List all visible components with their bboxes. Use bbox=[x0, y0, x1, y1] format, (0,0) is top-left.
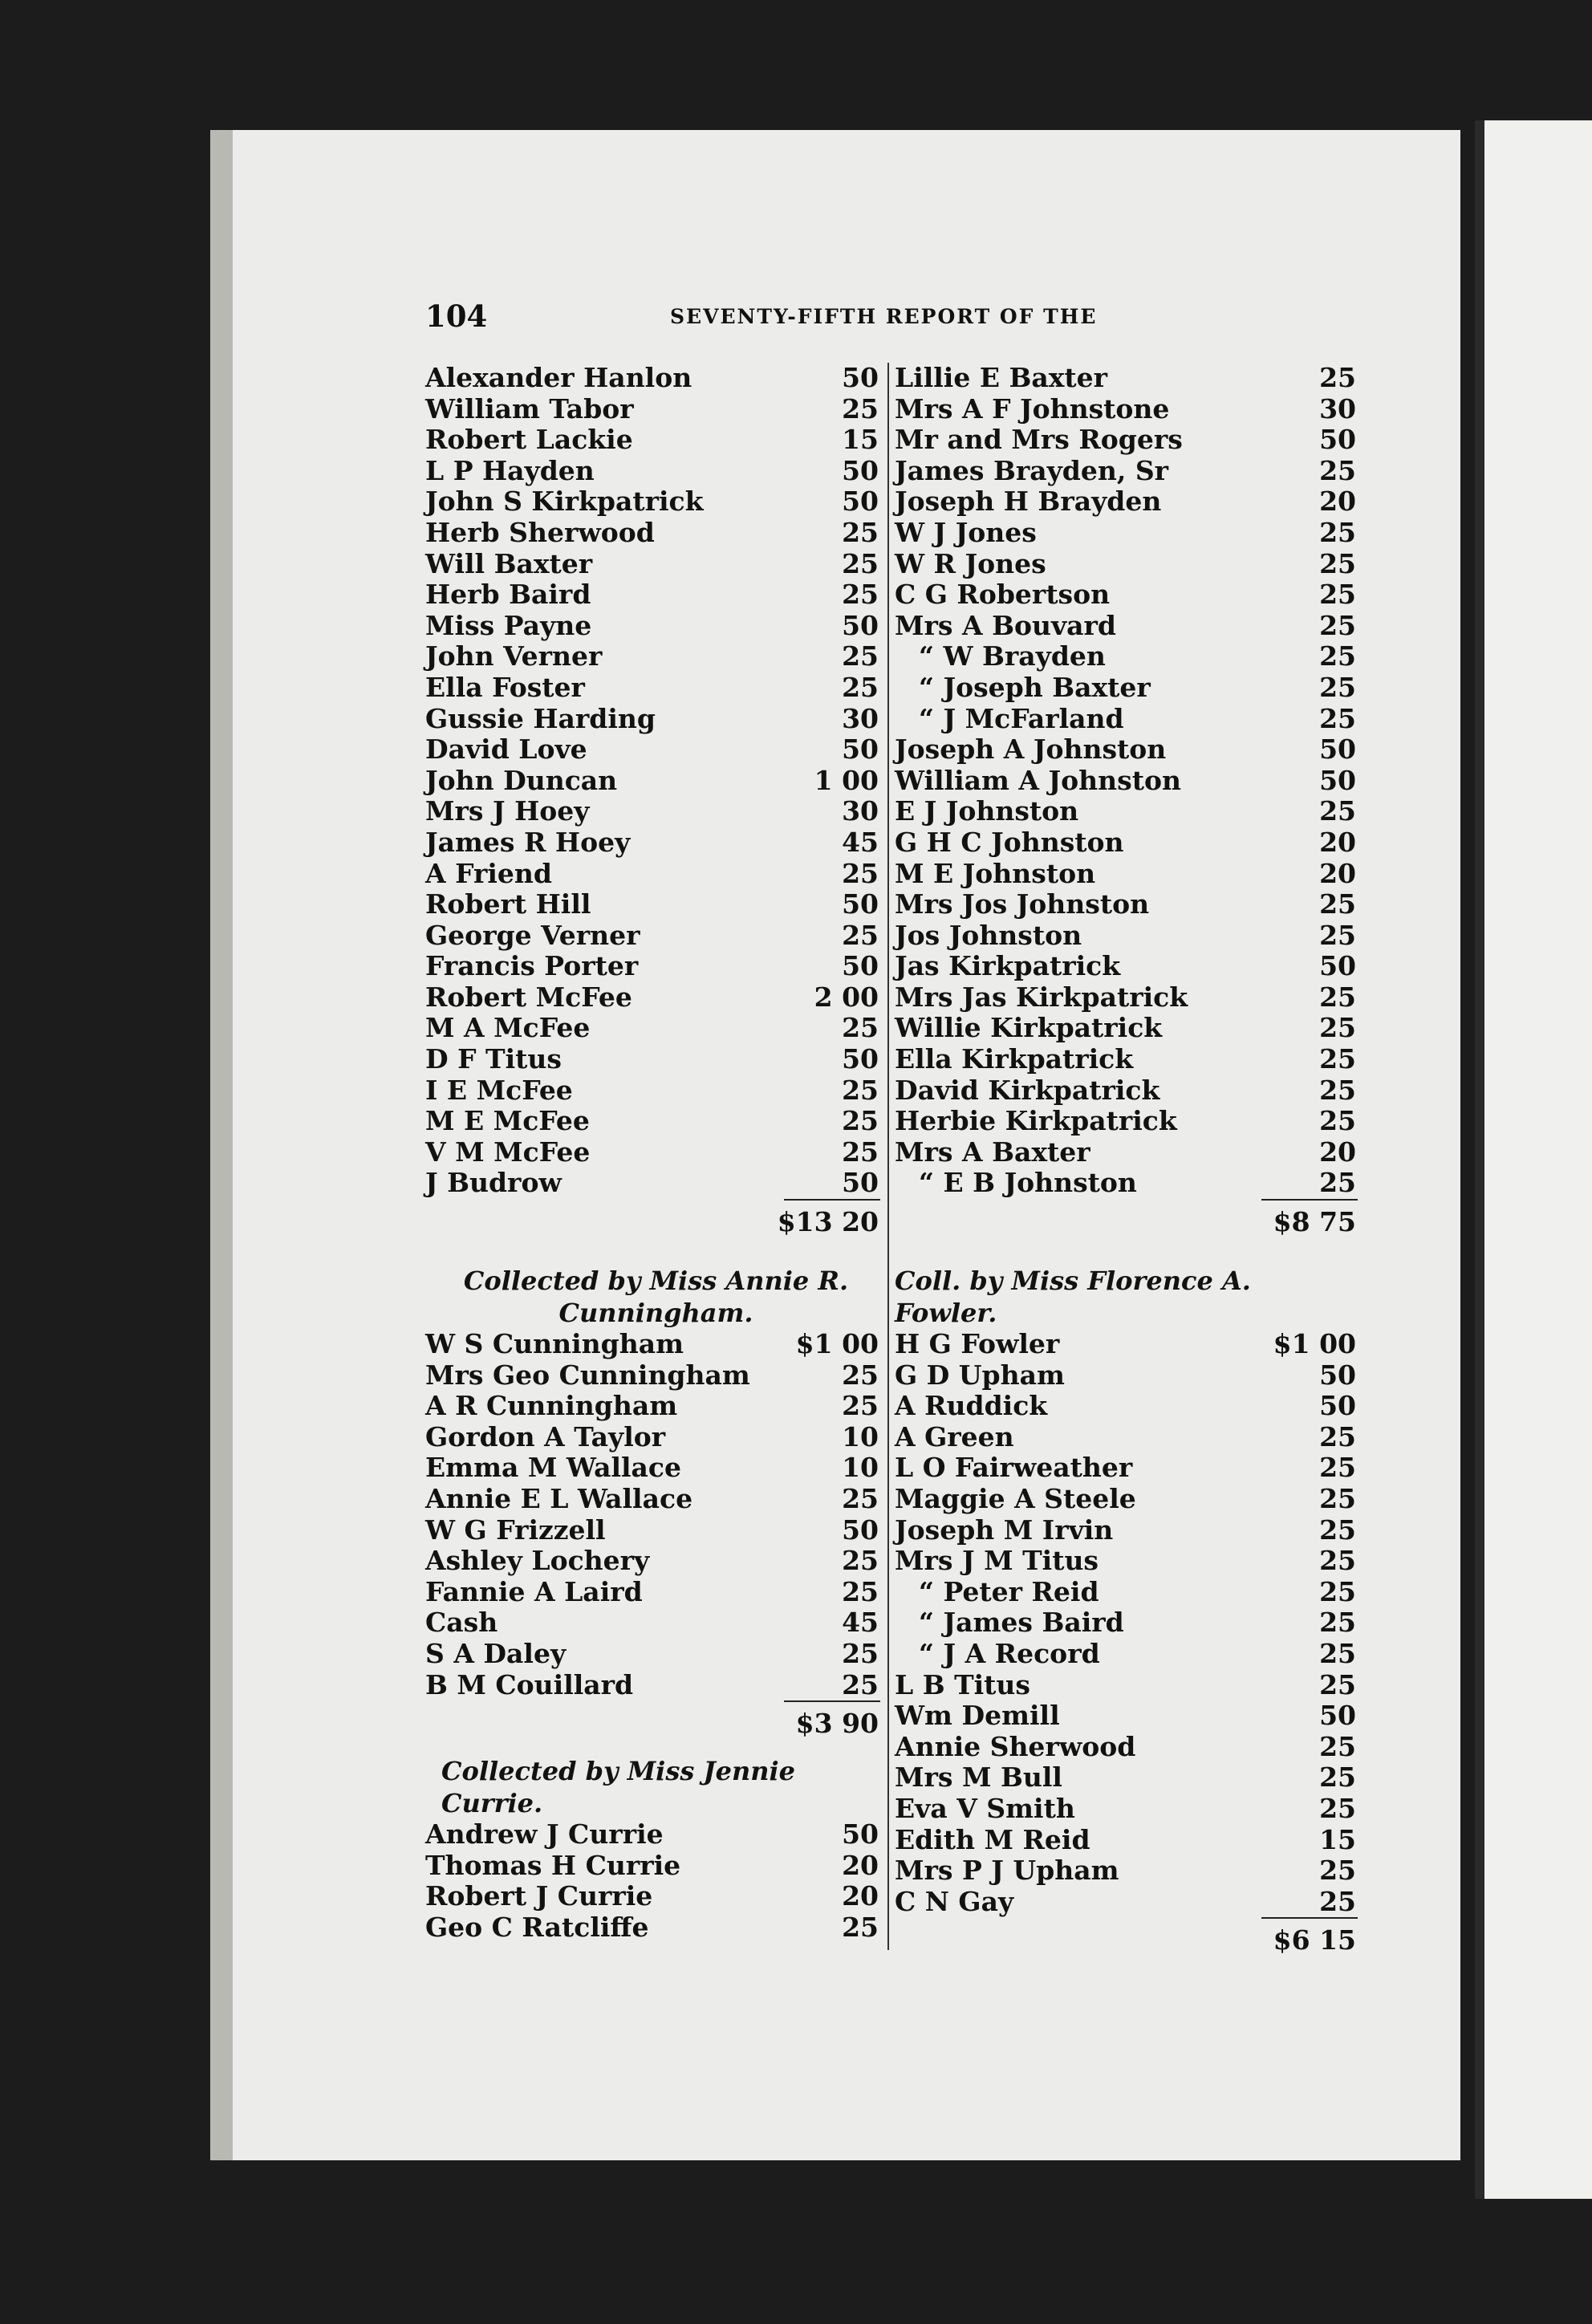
list-item bbox=[895, 1515, 1356, 1546]
contributor-name: H G Fowler bbox=[895, 1328, 1060, 1360]
list-item bbox=[895, 1360, 1356, 1392]
list-item bbox=[895, 1825, 1356, 1856]
list-item bbox=[425, 859, 887, 890]
contributor-name: Mr and Mrs Rogers bbox=[895, 424, 1183, 456]
contributor-name: Lillie E Baxter bbox=[895, 362, 1108, 393]
amount: 25 bbox=[842, 516, 879, 548]
amount: 25 bbox=[1319, 1167, 1356, 1199]
list-item bbox=[425, 1607, 887, 1639]
contributor-name: Eva V Smith bbox=[895, 1792, 1075, 1824]
list-item bbox=[895, 1422, 1356, 1453]
contributor-name: James Brayden, Sr bbox=[895, 454, 1169, 486]
amount: 25 bbox=[1319, 454, 1356, 486]
amount: 25 bbox=[1319, 1545, 1356, 1577]
contributor-name: L B Titus bbox=[895, 1668, 1030, 1700]
contributor-name: Mrs J Hoey bbox=[425, 795, 590, 827]
amount: 25 bbox=[1319, 609, 1356, 641]
list-item bbox=[425, 1851, 887, 1882]
list-item bbox=[895, 951, 1356, 982]
contributor-name: M E Johnston bbox=[895, 857, 1096, 889]
contributor-name: Mrs P J Upham bbox=[895, 1855, 1119, 1887]
left-total-2 bbox=[425, 1704, 887, 1744]
amount: 25 bbox=[1319, 516, 1356, 548]
left-column bbox=[425, 363, 887, 1944]
contributor-name: Gussie Harding bbox=[425, 702, 656, 734]
list-item bbox=[425, 1546, 887, 1577]
amount: $1 00 bbox=[795, 1328, 879, 1360]
amount: 25 bbox=[842, 1074, 879, 1106]
contributor-name: Maggie A Steele bbox=[895, 1483, 1136, 1514]
contributor-name: Jas Kirkpatrick bbox=[895, 950, 1121, 982]
contributor-name: Mrs Geo Cunningham bbox=[425, 1359, 750, 1391]
list-item bbox=[895, 734, 1356, 766]
amount: 25 bbox=[1319, 1855, 1356, 1887]
amount: 25 bbox=[1319, 362, 1356, 393]
contributor-name: Jos Johnston bbox=[895, 919, 1082, 951]
amount: 25 bbox=[1319, 981, 1356, 1013]
right-list-2 bbox=[895, 1329, 1356, 1917]
list-item bbox=[425, 611, 887, 642]
contributor-name: Annie Sherwood bbox=[895, 1730, 1136, 1762]
amount: 50 bbox=[1319, 1359, 1356, 1391]
contributor-name: G H C Johnston bbox=[895, 826, 1124, 858]
list-item bbox=[425, 579, 887, 611]
contributor-name: V M McFee bbox=[425, 1136, 591, 1168]
list-item bbox=[895, 1044, 1356, 1075]
amount: 10 bbox=[842, 1420, 879, 1452]
amount: 25 bbox=[1319, 1792, 1356, 1824]
contributor-name: Alexander Hanlon bbox=[425, 362, 692, 393]
amount: 25 bbox=[842, 1637, 879, 1669]
list-item bbox=[895, 766, 1356, 797]
list-item bbox=[425, 1452, 887, 1484]
amount: 50 bbox=[842, 1167, 879, 1199]
amount: 50 bbox=[842, 1818, 879, 1851]
amount: 25 bbox=[842, 1668, 879, 1700]
contributor-name: D F Titus bbox=[425, 1043, 562, 1075]
amount: 50 bbox=[842, 733, 879, 766]
list-item bbox=[895, 425, 1356, 456]
total-amount: $8 75 bbox=[1273, 1206, 1356, 1238]
contributor-name: Fannie A Laird bbox=[425, 1575, 643, 1607]
contributor-name: S A Daley bbox=[425, 1637, 567, 1669]
contributor-name: Francis Porter bbox=[425, 950, 639, 982]
contributor-name: Emma M Wallace bbox=[425, 1452, 681, 1484]
amount: 10 bbox=[842, 1452, 879, 1484]
amount: 25 bbox=[842, 919, 879, 951]
contributor-name: M E McFee bbox=[425, 1105, 590, 1137]
contributor-name: Robert Lackie bbox=[425, 424, 633, 456]
list-item bbox=[895, 1329, 1356, 1360]
amount: $1 00 bbox=[1273, 1328, 1356, 1360]
contributor-name: B M Couillard bbox=[425, 1668, 634, 1700]
amount: 25 bbox=[842, 1911, 879, 1943]
amount: 15 bbox=[1319, 1823, 1356, 1855]
list-item bbox=[425, 1577, 887, 1608]
amount: 45 bbox=[842, 1607, 879, 1639]
amount: 30 bbox=[842, 795, 879, 827]
amount: 25 bbox=[1319, 547, 1356, 579]
amount: 25 bbox=[1319, 1012, 1356, 1044]
amount: 25 bbox=[842, 1575, 879, 1607]
list-item bbox=[425, 363, 887, 394]
contributor-name: Mrs A Baxter bbox=[895, 1136, 1090, 1168]
contributor-name: Andrew J Currie bbox=[425, 1818, 664, 1851]
contributor-name: Mrs Jas Kirkpatrick bbox=[895, 981, 1188, 1013]
contributor-name: John Duncan bbox=[425, 764, 618, 796]
amount: 20 bbox=[1319, 826, 1356, 858]
list-item bbox=[895, 1168, 1356, 1199]
amount: 50 bbox=[842, 1513, 879, 1546]
contributor-name: A Friend bbox=[425, 857, 552, 889]
contributor-name: Joseph H Brayden bbox=[895, 486, 1162, 518]
list-item bbox=[425, 1013, 887, 1044]
contributor-name: Mrs M Bull bbox=[895, 1761, 1062, 1794]
amount: 25 bbox=[842, 1483, 879, 1514]
amount: 15 bbox=[842, 424, 879, 456]
contributor-name: L O Fairweather bbox=[895, 1452, 1133, 1484]
contributor-name: “ E B Johnston bbox=[919, 1167, 1137, 1199]
contributor-name: William Tabor bbox=[425, 392, 634, 425]
amount: 25 bbox=[842, 1359, 879, 1391]
amount: 20 bbox=[842, 1849, 879, 1881]
contributor-name: Mrs A Bouvard bbox=[895, 609, 1116, 641]
amount: 25 bbox=[842, 1545, 879, 1577]
contributor-name: Edith M Reid bbox=[895, 1823, 1090, 1855]
list-item bbox=[425, 1360, 887, 1392]
amount: 2 00 bbox=[814, 981, 879, 1013]
list-item bbox=[895, 1732, 1356, 1763]
list-item bbox=[425, 549, 887, 580]
amount: 50 bbox=[1319, 733, 1356, 766]
list-item bbox=[425, 394, 887, 425]
contributor-name: Robert Hill bbox=[425, 888, 591, 920]
amount: 50 bbox=[1319, 764, 1356, 796]
list-item bbox=[895, 920, 1356, 952]
contributor-name: Mrs J M Titus bbox=[895, 1545, 1099, 1577]
amount: 25 bbox=[1319, 1761, 1356, 1794]
list-item bbox=[425, 766, 887, 797]
list-item bbox=[895, 1794, 1356, 1825]
list-item bbox=[895, 611, 1356, 642]
list-item bbox=[895, 1577, 1356, 1608]
amount: 25 bbox=[842, 1390, 879, 1422]
list-item bbox=[895, 1075, 1356, 1107]
right-total-2 bbox=[895, 1920, 1356, 1960]
list-item bbox=[895, 486, 1356, 518]
amount: 25 bbox=[1319, 1607, 1356, 1639]
amount: 25 bbox=[842, 579, 879, 611]
list-item bbox=[425, 827, 887, 859]
list-item bbox=[895, 1607, 1356, 1639]
contributor-name: G D Upham bbox=[895, 1359, 1065, 1391]
contributor-name: Thomas H Currie bbox=[425, 1849, 681, 1881]
list-item bbox=[425, 1422, 887, 1453]
list-item bbox=[895, 1546, 1356, 1577]
list-item bbox=[425, 734, 887, 766]
amount: 30 bbox=[1319, 392, 1356, 425]
list-item bbox=[425, 486, 887, 518]
contributor-name: “ J McFarland bbox=[919, 702, 1124, 734]
contributor-name: Ashley Lochery bbox=[425, 1545, 650, 1577]
amount: 50 bbox=[1319, 424, 1356, 456]
amount: 20 bbox=[842, 1880, 879, 1912]
contributor-name: “ James Baird bbox=[919, 1607, 1124, 1639]
left-list-1 bbox=[425, 363, 887, 1199]
list-item bbox=[425, 672, 887, 704]
amount: 25 bbox=[1319, 919, 1356, 951]
list-item bbox=[895, 1013, 1356, 1044]
contributor-name: C G Robertson bbox=[895, 579, 1111, 611]
list-item bbox=[895, 1106, 1356, 1137]
facing-page-edge bbox=[1475, 120, 1592, 2199]
contributor-name: Herb Baird bbox=[425, 579, 591, 611]
amount: 25 bbox=[842, 1012, 879, 1044]
list-item bbox=[895, 1670, 1356, 1701]
amount: 25 bbox=[842, 671, 879, 703]
amount: 50 bbox=[842, 950, 879, 982]
list-item bbox=[425, 1075, 887, 1107]
contributor-name: Miss Payne bbox=[425, 609, 592, 641]
collector-heading: Collected by Miss Jennie Currie. bbox=[441, 1756, 796, 1819]
amount: 25 bbox=[842, 640, 879, 672]
contributor-name: Ella Kirkpatrick bbox=[895, 1043, 1134, 1075]
total-amount: $3 90 bbox=[795, 1708, 879, 1740]
contributor-name: William A Johnston bbox=[895, 764, 1181, 796]
list-item bbox=[425, 1329, 887, 1360]
contributor-name: John Verner bbox=[425, 640, 603, 672]
list-item bbox=[425, 704, 887, 735]
contributor-name: Ella Foster bbox=[425, 671, 585, 703]
amount: 50 bbox=[1319, 1700, 1356, 1732]
amount: 20 bbox=[1319, 857, 1356, 889]
amount: 20 bbox=[1319, 486, 1356, 518]
amount: 25 bbox=[1319, 1043, 1356, 1075]
list-item bbox=[425, 951, 887, 982]
list-item bbox=[895, 1484, 1356, 1515]
list-item bbox=[425, 1106, 887, 1137]
contributor-name: Will Baxter bbox=[425, 547, 593, 579]
list-item bbox=[425, 920, 887, 952]
list-item bbox=[895, 1137, 1356, 1168]
amount: 25 bbox=[1319, 1637, 1356, 1669]
column-divider bbox=[887, 363, 889, 1950]
amount: 50 bbox=[842, 454, 879, 486]
list-item bbox=[895, 456, 1356, 487]
amount: 50 bbox=[842, 362, 879, 393]
amount: 20 bbox=[1319, 1136, 1356, 1168]
amount: 25 bbox=[1319, 1668, 1356, 1700]
list-item bbox=[895, 672, 1356, 704]
contributor-name: Mrs Jos Johnston bbox=[895, 888, 1150, 920]
contributor-name: E J Johnston bbox=[895, 795, 1079, 827]
list-item bbox=[425, 1819, 887, 1851]
list-item bbox=[895, 704, 1356, 735]
contributor-name: J Budrow bbox=[425, 1167, 562, 1199]
contributor-name: W G Frizzell bbox=[425, 1513, 606, 1546]
amount: 25 bbox=[1319, 1513, 1356, 1546]
amount: 25 bbox=[1319, 1575, 1356, 1607]
amount: 25 bbox=[1319, 640, 1356, 672]
amount: 25 bbox=[842, 857, 879, 889]
contributor-name: Joseph A Johnston bbox=[895, 733, 1167, 766]
amount: 50 bbox=[842, 609, 879, 641]
contributor-name: David Kirkpatrick bbox=[895, 1074, 1160, 1106]
list-item bbox=[425, 1912, 887, 1944]
contributor-name: Wm Demill bbox=[895, 1700, 1060, 1732]
contributor-name: W R Jones bbox=[895, 547, 1046, 579]
contributor-name: A Ruddick bbox=[895, 1390, 1048, 1422]
list-item bbox=[895, 1452, 1356, 1484]
contributor-name: Annie E L Wallace bbox=[425, 1483, 693, 1514]
list-item bbox=[895, 982, 1356, 1014]
contributor-name: James R Hoey bbox=[425, 826, 631, 858]
page-header bbox=[425, 299, 1368, 334]
list-item bbox=[425, 1881, 887, 1912]
right-column bbox=[895, 363, 1356, 1960]
list-item bbox=[895, 1639, 1356, 1670]
contributor-name: W J Jones bbox=[895, 516, 1037, 548]
contributor-name: “ W Brayden bbox=[919, 640, 1106, 672]
amount: 1 00 bbox=[814, 764, 879, 796]
list-item bbox=[895, 889, 1356, 920]
contributor-name: Geo C Ratcliffe bbox=[425, 1911, 649, 1943]
amount: 25 bbox=[1319, 1730, 1356, 1762]
list-item bbox=[895, 1855, 1356, 1887]
list-item bbox=[425, 518, 887, 549]
list-item bbox=[425, 1391, 887, 1422]
contributor-name: John S Kirkpatrick bbox=[425, 486, 704, 518]
collector-heading: Coll. by Miss Florence A. Fowler. bbox=[895, 1266, 1251, 1329]
contributor-name: M A McFee bbox=[425, 1012, 591, 1044]
amount: 25 bbox=[1319, 1452, 1356, 1484]
amount: 25 bbox=[1319, 888, 1356, 920]
amount: 25 bbox=[842, 1136, 879, 1168]
amount: 25 bbox=[1319, 1483, 1356, 1514]
contributor-name: Herb Sherwood bbox=[425, 516, 655, 548]
list-item bbox=[895, 1762, 1356, 1794]
amount: 50 bbox=[842, 486, 879, 518]
list-item bbox=[425, 796, 887, 827]
list-item bbox=[425, 1670, 887, 1701]
page-number: 104 bbox=[425, 299, 488, 334]
list-item bbox=[895, 549, 1356, 580]
contributor-name: “ J A Record bbox=[919, 1637, 1100, 1669]
list-item bbox=[425, 456, 887, 487]
contributor-name: “ Peter Reid bbox=[919, 1575, 1099, 1607]
amount: 45 bbox=[842, 826, 879, 858]
contributor-name: A Green bbox=[895, 1420, 1014, 1452]
amount: 25 bbox=[1319, 1420, 1356, 1452]
list-item bbox=[425, 425, 887, 456]
list-item bbox=[895, 518, 1356, 549]
list-item bbox=[895, 394, 1356, 425]
amount: 25 bbox=[1319, 1105, 1356, 1137]
list-item bbox=[425, 1484, 887, 1515]
amount: 50 bbox=[1319, 950, 1356, 982]
amount: 25 bbox=[1319, 702, 1356, 734]
list-item bbox=[895, 796, 1356, 827]
list-item bbox=[895, 827, 1356, 859]
contributor-name: Robert J Currie bbox=[425, 1880, 653, 1912]
amount: 25 bbox=[1319, 671, 1356, 703]
amount: 25 bbox=[1319, 1885, 1356, 1917]
right-total-1 bbox=[895, 1202, 1356, 1242]
contributor-name: Gordon A Taylor bbox=[425, 1420, 666, 1452]
left-list-2 bbox=[425, 1329, 887, 1700]
amount: 50 bbox=[842, 1043, 879, 1075]
contributor-name: C N Gay bbox=[895, 1885, 1014, 1917]
contributor-name: Joseph M Irvin bbox=[895, 1513, 1114, 1546]
list-item bbox=[425, 982, 887, 1014]
list-item bbox=[425, 1515, 887, 1546]
contributor-name: “ Joseph Baxter bbox=[919, 671, 1151, 703]
contributor-name: Willie Kirkpatrick bbox=[895, 1012, 1163, 1044]
list-item bbox=[895, 1700, 1356, 1732]
amount: 50 bbox=[1319, 1390, 1356, 1422]
amount: 25 bbox=[1319, 579, 1356, 611]
list-item bbox=[895, 363, 1356, 394]
left-total-1 bbox=[425, 1202, 887, 1242]
contributor-name: Mrs A F Johnstone bbox=[895, 392, 1170, 425]
list-item bbox=[425, 1044, 887, 1075]
list-item bbox=[425, 889, 887, 920]
list-item bbox=[895, 579, 1356, 611]
contributor-name: Cash bbox=[425, 1607, 498, 1639]
left-list-3 bbox=[425, 1819, 887, 1943]
list-item bbox=[895, 1887, 1356, 1918]
amount: 25 bbox=[1319, 1074, 1356, 1106]
contributor-name: Robert McFee bbox=[425, 981, 632, 1013]
contributor-name: A R Cunningham bbox=[425, 1390, 678, 1422]
list-item bbox=[425, 641, 887, 672]
amount: 25 bbox=[842, 1105, 879, 1137]
contributor-name: David Love bbox=[425, 733, 587, 766]
contributor-name: I E McFee bbox=[425, 1074, 573, 1106]
contributor-name: W S Cunningham bbox=[425, 1328, 684, 1360]
running-title: SEVENTY-FIFTH REPORT OF THE bbox=[670, 305, 1098, 328]
collector-heading: Collected by Miss Annie R. Cunningham. bbox=[463, 1266, 849, 1329]
list-item bbox=[895, 1391, 1356, 1422]
contributor-name: L P Hayden bbox=[425, 454, 595, 486]
contributor-name: Herbie Kirkpatrick bbox=[895, 1105, 1177, 1137]
list-item bbox=[895, 859, 1356, 890]
right-list-1 bbox=[895, 363, 1356, 1199]
list-item bbox=[425, 1137, 887, 1168]
amount: 30 bbox=[842, 702, 879, 734]
amount: 50 bbox=[842, 888, 879, 920]
list-item bbox=[895, 641, 1356, 672]
list-item bbox=[425, 1168, 887, 1199]
amount: 25 bbox=[842, 547, 879, 579]
total-amount: $13 20 bbox=[777, 1206, 879, 1238]
amount: 25 bbox=[1319, 795, 1356, 827]
contributor-name: George Verner bbox=[425, 919, 640, 951]
total-amount: $6 15 bbox=[1273, 1924, 1356, 1956]
amount: 25 bbox=[842, 392, 879, 425]
list-item bbox=[425, 1639, 887, 1670]
